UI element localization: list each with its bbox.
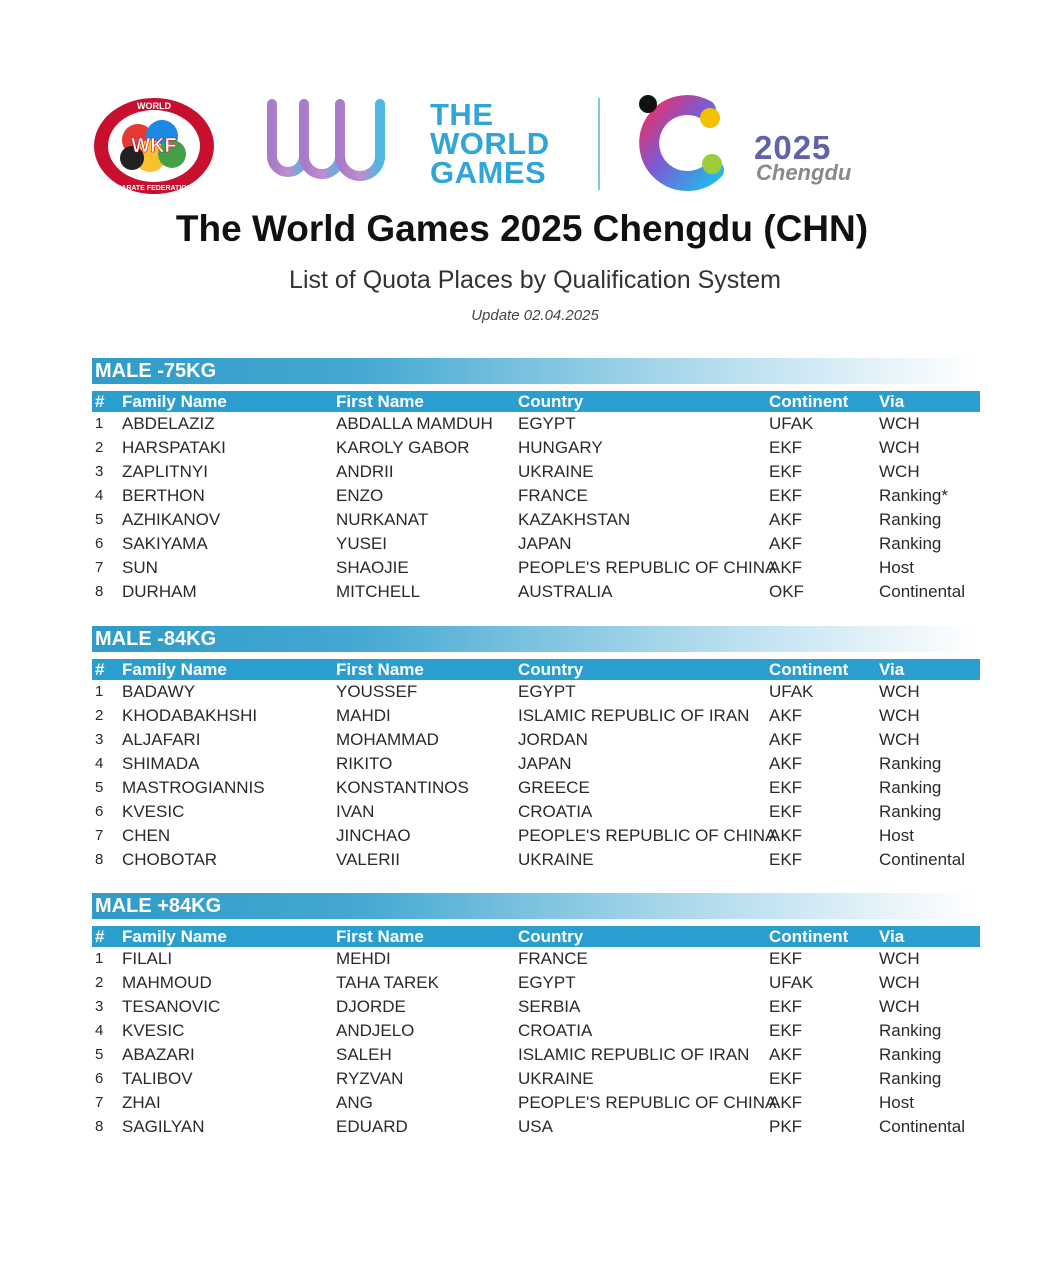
table-row xyxy=(92,412,980,436)
cell-family: ALJAFARI xyxy=(122,730,201,749)
table-row xyxy=(92,704,980,728)
column-header-family: Family Name xyxy=(122,660,227,679)
table-row xyxy=(92,800,980,824)
cell-family: KHODABAKHSHI xyxy=(122,706,258,725)
cell-family: KVESIC xyxy=(122,802,185,821)
column-header-family: Family Name xyxy=(122,392,227,411)
cell-num: 5 xyxy=(95,1046,104,1063)
cell-country: KAZAKHSTAN xyxy=(518,510,631,529)
cell-num: 5 xyxy=(95,511,104,528)
cell-continent: PKF xyxy=(769,1117,803,1136)
table-row xyxy=(92,947,980,971)
cell-first: VALERII xyxy=(336,850,400,869)
cell-first: YUSEI xyxy=(336,534,388,553)
section-1 xyxy=(92,358,980,604)
cell-country: PEOPLE'S REPUBLIC OF CHINA xyxy=(518,826,777,845)
cell-via: Ranking xyxy=(879,1045,942,1064)
page-title: The World Games 2025 Chengdu (CHN) xyxy=(175,208,869,249)
column-header-via: Via xyxy=(879,927,905,946)
cell-family: CHOBOTAR xyxy=(122,850,218,869)
table-header xyxy=(92,659,980,680)
cell-family: KVESIC xyxy=(122,1021,185,1040)
cell-continent: EKF xyxy=(769,1069,803,1088)
cell-num: 3 xyxy=(95,998,104,1015)
table-row xyxy=(92,995,980,1019)
cell-via: Ranking xyxy=(879,510,942,529)
cell-continent: AKF xyxy=(769,826,803,845)
cell-continent: EKF xyxy=(769,486,803,505)
cell-num: 7 xyxy=(95,559,104,576)
cell-via: WCH xyxy=(879,414,920,433)
cell-first: KAROLY GABOR xyxy=(336,438,470,457)
cell-country: EGYPT xyxy=(518,414,576,433)
cell-country: ISLAMIC REPUBLIC OF IRAN xyxy=(518,706,750,725)
table-row xyxy=(92,752,980,776)
column-header-via: Via xyxy=(879,392,905,411)
table-row xyxy=(92,776,980,800)
cell-first: TAHA TAREK xyxy=(336,973,439,992)
column-header-first: First Name xyxy=(336,660,424,679)
cell-num: 1 xyxy=(95,415,104,432)
svg-text:WORLD: WORLD xyxy=(137,101,171,111)
cell-country: HUNGARY xyxy=(518,438,603,457)
cell-country: PEOPLE'S REPUBLIC OF CHINA xyxy=(518,558,777,577)
cell-country: CROATIA xyxy=(518,1021,593,1040)
world-games-logo xyxy=(264,98,414,188)
cell-via: Host xyxy=(879,826,914,845)
cell-first: IVAN xyxy=(336,802,375,821)
cell-via: Continental xyxy=(879,850,966,869)
column-header-num: # xyxy=(95,392,105,411)
cell-continent: AKF xyxy=(769,534,803,553)
cell-via: WCH xyxy=(879,682,920,701)
chengdu-logo xyxy=(634,92,734,192)
cell-country: CROATIA xyxy=(518,802,593,821)
cell-num: 6 xyxy=(95,1070,104,1087)
page-subtitle: List of Quota Places by Qualification System xyxy=(289,266,781,294)
cell-continent: EKF xyxy=(769,778,803,797)
cell-first: ABDALLA MAMDUH xyxy=(336,414,493,433)
cell-country: EGYPT xyxy=(518,682,576,701)
wkf-logo xyxy=(92,96,216,196)
cell-first: NURKANAT xyxy=(336,510,429,529)
cell-continent: OKF xyxy=(769,582,804,601)
logo-strip xyxy=(92,92,912,202)
cell-num: 4 xyxy=(95,1022,104,1039)
cell-continent: AKF xyxy=(769,1093,803,1112)
cell-via: WCH xyxy=(879,462,920,481)
cell-first: MITCHELL xyxy=(336,582,421,601)
cell-family: TESANOVIC xyxy=(122,997,221,1016)
cell-via: Continental xyxy=(879,1117,966,1136)
column-header-via: Via xyxy=(879,660,905,679)
cell-first: SHAOJIE xyxy=(336,558,409,577)
cell-via: WCH xyxy=(879,438,920,457)
cell-country: JORDAN xyxy=(518,730,588,749)
table-header xyxy=(92,391,980,412)
cell-family: AZHIKANOV xyxy=(122,510,221,529)
cell-num: 1 xyxy=(95,683,104,700)
cell-continent: UFAK xyxy=(769,414,814,433)
cell-continent: UFAK xyxy=(769,973,814,992)
cell-num: 8 xyxy=(95,851,104,868)
cell-first: MOHAMMAD xyxy=(336,730,439,749)
cell-family: ABDELAZIZ xyxy=(122,414,215,433)
cell-continent: AKF xyxy=(769,558,803,577)
column-header-continent: Continent xyxy=(769,660,849,679)
cell-family: ABAZARI xyxy=(122,1045,195,1064)
cell-first: MEHDI xyxy=(336,949,391,968)
table-row xyxy=(92,728,980,752)
cell-via: Continental xyxy=(879,582,966,601)
cell-country: SERBIA xyxy=(518,997,581,1016)
cell-via: Ranking xyxy=(879,754,942,773)
cell-continent: AKF xyxy=(769,706,803,725)
cell-first: ANG xyxy=(336,1093,373,1112)
cell-family: ZHAI xyxy=(122,1093,161,1112)
column-header-num: # xyxy=(95,927,105,946)
cell-num: 6 xyxy=(95,535,104,552)
cell-via: Host xyxy=(879,558,914,577)
column-header-country: Country xyxy=(518,660,584,679)
table-row xyxy=(92,484,980,508)
cell-num: 2 xyxy=(95,974,104,991)
cell-num: 5 xyxy=(95,779,104,796)
section-3 xyxy=(92,893,980,1139)
cell-family: SAKIYAMA xyxy=(122,534,208,553)
cell-num: 2 xyxy=(95,439,104,456)
cell-first: ANDRII xyxy=(336,462,394,481)
cell-num: 4 xyxy=(95,755,104,772)
column-header-country: Country xyxy=(518,392,584,411)
cell-first: SALEH xyxy=(336,1045,392,1064)
chengdu-year: 2025 xyxy=(754,129,832,166)
table-row xyxy=(92,1091,980,1115)
world-games-wordmark: THE WORLD GAMES xyxy=(430,97,550,190)
cell-via: WCH xyxy=(879,730,920,749)
cell-num: 1 xyxy=(95,950,104,967)
column-header-first: First Name xyxy=(336,927,424,946)
cell-continent: AKF xyxy=(769,1045,803,1064)
column-header-family: Family Name xyxy=(122,927,227,946)
chengdu-city: Chengdu xyxy=(756,160,852,185)
cell-continent: EKF xyxy=(769,1021,803,1040)
cell-country: PEOPLE'S REPUBLIC OF CHINA xyxy=(518,1093,777,1112)
column-header-continent: Continent xyxy=(769,392,849,411)
cell-family: SAGILYAN xyxy=(122,1117,205,1136)
cell-continent: AKF xyxy=(769,754,803,773)
cell-first: JINCHAO xyxy=(336,826,411,845)
column-header-num: # xyxy=(95,660,105,679)
cell-family: ZAPLITNYI xyxy=(122,462,208,481)
table-row xyxy=(92,1067,980,1091)
update-date: Update 02.04.2025 xyxy=(471,307,599,324)
cell-family: HARSPATAKI xyxy=(122,438,226,457)
cell-via: WCH xyxy=(879,973,920,992)
cell-first: EDUARD xyxy=(336,1117,408,1136)
cell-country: AUSTRALIA xyxy=(518,582,613,601)
cell-via: WCH xyxy=(879,997,920,1016)
cell-continent: EKF xyxy=(769,997,803,1016)
cell-family: SUN xyxy=(122,558,158,577)
table-row xyxy=(92,824,980,848)
cell-num: 8 xyxy=(95,1118,104,1135)
section-title: MALE +84KG xyxy=(92,893,972,919)
cell-via: Ranking xyxy=(879,534,942,553)
cell-continent: EKF xyxy=(769,949,803,968)
column-header-first: First Name xyxy=(336,392,424,411)
cell-first: RYZVAN xyxy=(336,1069,404,1088)
cell-continent: EKF xyxy=(769,850,803,869)
cell-num: 8 xyxy=(95,583,104,600)
cell-country: JAPAN xyxy=(518,754,572,773)
cell-via: Ranking xyxy=(879,1021,942,1040)
table-row xyxy=(92,1019,980,1043)
table-row xyxy=(92,848,980,872)
cell-family: BADAWY xyxy=(122,682,196,701)
wkf-logo-text: WKF xyxy=(131,135,177,157)
table-row xyxy=(92,580,980,604)
cell-family: CHEN xyxy=(122,826,171,845)
table-row xyxy=(92,1115,980,1139)
cell-first: ENZO xyxy=(336,486,384,505)
cell-country: UKRAINE xyxy=(518,462,594,481)
cell-num: 2 xyxy=(95,707,104,724)
svg-text:KARATE FEDERATION: KARATE FEDERATION xyxy=(116,185,192,192)
table-row xyxy=(92,460,980,484)
cell-continent: EKF xyxy=(769,802,803,821)
table-row xyxy=(92,532,980,556)
table-row xyxy=(92,1043,980,1067)
cell-num: 3 xyxy=(95,463,104,480)
section-2 xyxy=(92,626,980,872)
cell-country: GREECE xyxy=(518,778,590,797)
cell-num: 4 xyxy=(95,487,104,504)
section-title: MALE -75KG xyxy=(92,358,972,384)
cell-country: EGYPT xyxy=(518,973,576,992)
cell-via: Ranking* xyxy=(879,486,948,505)
logo-divider xyxy=(598,98,600,190)
cell-via: WCH xyxy=(879,949,920,968)
cell-country: JAPAN xyxy=(518,534,572,553)
cell-num: 6 xyxy=(95,803,104,820)
column-header-country: Country xyxy=(518,927,584,946)
cell-via: Ranking xyxy=(879,1069,942,1088)
cell-continent: EKF xyxy=(769,438,803,457)
cell-num: 7 xyxy=(95,827,104,844)
cell-family: MAHMOUD xyxy=(122,973,212,992)
cell-family: BERTHON xyxy=(122,486,205,505)
cell-country: USA xyxy=(518,1117,553,1136)
cell-country: FRANCE xyxy=(518,949,588,968)
cell-continent: AKF xyxy=(769,510,803,529)
cell-via: Ranking xyxy=(879,802,942,821)
section-title: MALE -84KG xyxy=(92,626,972,652)
cell-country: ISLAMIC REPUBLIC OF IRAN xyxy=(518,1045,750,1064)
cell-num: 3 xyxy=(95,731,104,748)
cell-first: RIKITO xyxy=(336,754,393,773)
cell-family: TALIBOV xyxy=(122,1069,193,1088)
cell-country: UKRAINE xyxy=(518,1069,594,1088)
table-header xyxy=(92,926,980,947)
cell-country: UKRAINE xyxy=(518,850,594,869)
cell-via: WCH xyxy=(879,706,920,725)
cell-country: FRANCE xyxy=(518,486,588,505)
cell-first: KONSTANTINOS xyxy=(336,778,469,797)
cell-family: FILALI xyxy=(122,949,173,968)
table-row xyxy=(92,436,980,460)
cell-first: YOUSSEF xyxy=(336,682,418,701)
cell-family: DURHAM xyxy=(122,582,197,601)
cell-first: MAHDI xyxy=(336,706,391,725)
cell-via: Ranking xyxy=(879,778,942,797)
cell-continent: EKF xyxy=(769,462,803,481)
cell-via: Host xyxy=(879,1093,914,1112)
cell-family: MASTROGIANNIS xyxy=(122,778,265,797)
table-row xyxy=(92,556,980,580)
table-row xyxy=(92,971,980,995)
cell-family: SHIMADA xyxy=(122,754,200,773)
cell-continent: UFAK xyxy=(769,682,814,701)
cell-continent: AKF xyxy=(769,730,803,749)
cell-first: DJORDE xyxy=(336,997,406,1016)
table-row xyxy=(92,508,980,532)
cell-first: ANDJELO xyxy=(336,1021,415,1040)
cell-num: 7 xyxy=(95,1094,104,1111)
table-row xyxy=(92,680,980,704)
column-header-continent: Continent xyxy=(769,927,849,946)
